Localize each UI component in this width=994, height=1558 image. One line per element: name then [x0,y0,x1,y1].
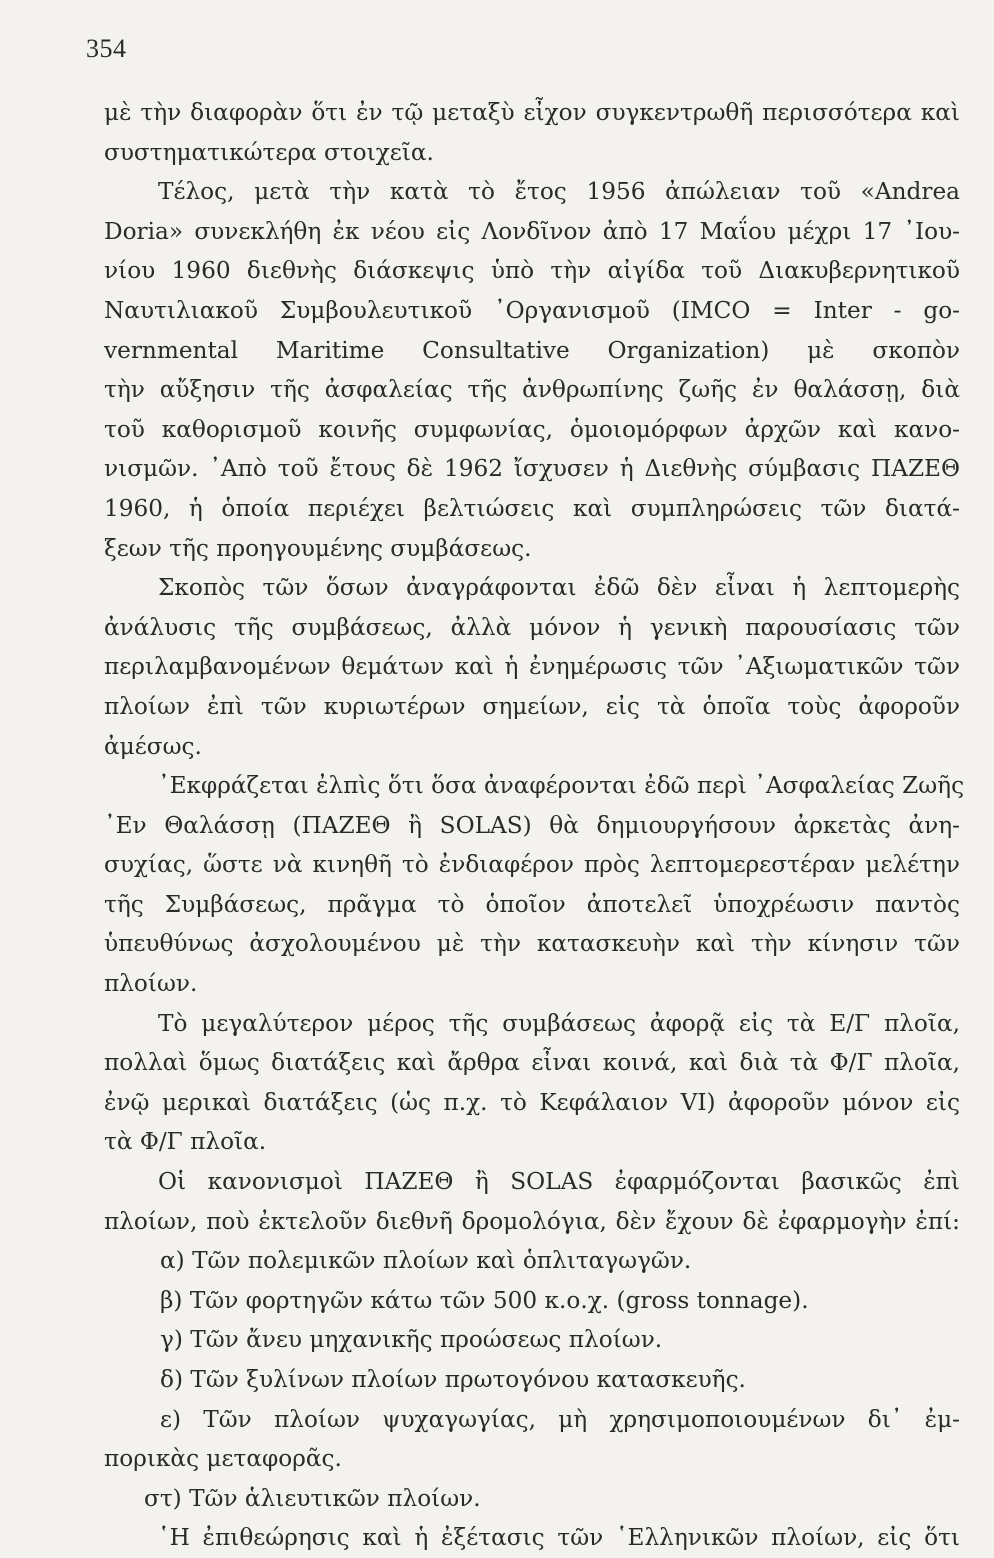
body-text [104,93,965,1558]
text-line: πολλαὶ ὅμως διατάξεις καὶ ἄρθρα εἶναι κοινά, καὶ διὰ τὰ Φ/Γ πλοῖα, [104,1049,960,1077]
text-line: ξεων τῆς προηγουμένης συμβάσεως. [104,534,532,562]
text-line: Ναυτιλιακοῦ Συμβουλευτικοῦ ᾿Οργανισμοῦ (IMCO = Inter - go- [104,296,960,324]
text-line: Σκοπὸς τῶν ὅσων ἀναγράφονται ἐδῶ δὲν εἶναι ἡ λεπτομερὴς [158,574,960,602]
text-line: ῾Η ἐπιθεώρησις καὶ ἡ ἐξέτασις τῶν ῾Ελληνικῶν πλοίων, εἰς ὅτι [158,1524,960,1552]
text-line: νισμῶν. ᾿Απὸ τοῦ ἔτους δὲ 1962 ἴσχυσεν ἡ Διεθνὴς σύμβασις ΠΑΖΕΘ [104,455,960,483]
text-line: 1960, ἡ ὁποία περιέχει βελτιώσεις καὶ συμπληρώσεις τῶν διατά- [104,494,960,522]
text-line: ἀμέσως. [104,732,202,760]
text-line: τῆς Συμβάσεως, πρᾶγμα τὸ ὁποῖον ἀποτελεῖ ὑποχρέωσιν παντὸς [104,890,960,918]
list-item: ε) Τῶν πλοίων ψυχαγωγίας, μὴ χρησιμοποιουμένων δι᾿ ἐμ- [160,1405,960,1433]
text-line: πλοίων ἐπὶ τῶν κυριωτέρων σημείων, εἰς τὰ ὁποῖα τοὺς ἀφοροῦν [104,692,960,720]
text-line: Τέλος, μετὰ τὴν κατὰ τὸ ἔτος 1956 ἀπώλειαν τοῦ «Andrea [158,178,960,206]
page-number: 354 [86,34,127,63]
list-item-continuation: πορικὰς μεταφορᾶς. [104,1445,342,1473]
text-line: vernmental Maritime Consultative Organization) μὲ σκοπὸν [104,336,960,364]
text-line: ἀνάλυσις τῆς συμβάσεως, ἀλλὰ μόνον ἡ γενικὴ παρουσίασις τῶν [104,613,960,641]
text-line: συχίας, ὥστε νὰ κινηθῆ τὸ ἐνδιαφέρον πρὸς λεπτομερεστέραν μελέτην [104,851,960,879]
text-line: ὑπευθύνως ἀσχολουμένου μὲ τὴν κατασκευὴν καὶ τὴν κίνησιν τῶν [104,930,960,958]
text-line: μὲ τὴν διαφορὰν ὅτι ἐν τῷ μεταξὺ εἶχον συγκεντρωθῆ περισσότερα καὶ [104,99,960,126]
text-line: Doria» συνεκλήθη ἐκ νέου εἰς Λονδῖνον ἀπὸ 17 Μαΐου μέχρι 17 ᾿Ιου- [104,217,960,245]
list-item: δ) Τῶν ξυλίνων πλοίων πρωτογόνου κατασκευῆς. [160,1366,746,1393]
text-line: ᾿Εν Θαλάσσῃ (ΠΑΖΕΘ ἢ SOLAS) θὰ δημιουργήσουν ἀρκετὰς ἀνη- [104,811,960,839]
text-line: νίου 1960 διεθνὴς διάσκεψις ὑπὸ τὴν αἰγίδα τοῦ Διακυβερνητικοῦ [104,257,960,285]
text-line: πλοίων. [104,970,198,998]
text-line: τοῦ καθορισμοῦ κοινῆς συμφωνίας, ὁμοιομόρφων ἀρχῶν καὶ κανο- [104,415,960,443]
text-line: ἐνῷ μερικαὶ διατάξεις (ὡς π.χ. τὸ Κεφάλαιον VI) ἀφοροῦν μόνον εἰς [104,1088,960,1116]
text-line: πλοίων, ποὺ ἐκτελοῦν διεθνῆ δρομολόγια, δὲν ἔχουν δὲ ἐφαρμογὴν ἐπί: [104,1207,960,1235]
list-item: β) Τῶν φορτηγῶν κάτω τῶν 500 κ.ο.χ. (gross tonnage). [160,1286,809,1314]
list-item: στ) Τῶν ἁλιευτικῶν πλοίων. [144,1484,481,1512]
text-line: Τὸ μεγαλύτερον μέρος τῆς συμβάσεως ἀφορᾷ εἰς τὰ Ε/Γ πλοῖα, [158,1009,960,1037]
list-item: α) Τῶν πολεμικῶν πλοίων καὶ ὁπλιταγωγῶν. [160,1247,692,1275]
text-line: τὰ Φ/Γ πλοῖα. [104,1128,267,1156]
text-line: Οἱ κανονισμοὶ ΠΑΖΕΘ ἢ SOLAS ἐφαρμόζονται βασικῶς ἐπὶ [158,1168,960,1196]
text-line: περιλαμβανομένων θεμάτων καὶ ἡ ἐνημέρωσις τῶν ᾿Αξιωματικῶν τῶν [104,653,960,681]
text-line: τὴν αὔξησιν τῆς ἀσφαλείας τῆς ἀνθρωπίνης ζωῆς ἐν θαλάσσῃ, διὰ [104,376,960,404]
text-line: συστηματικώτερα στοιχεῖα. [104,138,434,166]
text-line: ᾿Εκφράζεται ἐλπὶς ὅτι ὅσα ἀναφέρονται ἐδῶ περὶ ᾿Ασφαλείας Ζωῆς [158,772,965,800]
list-item: γ) Τῶν ἄνευ μηχανικῆς προώσεως πλοίων. [160,1326,663,1354]
